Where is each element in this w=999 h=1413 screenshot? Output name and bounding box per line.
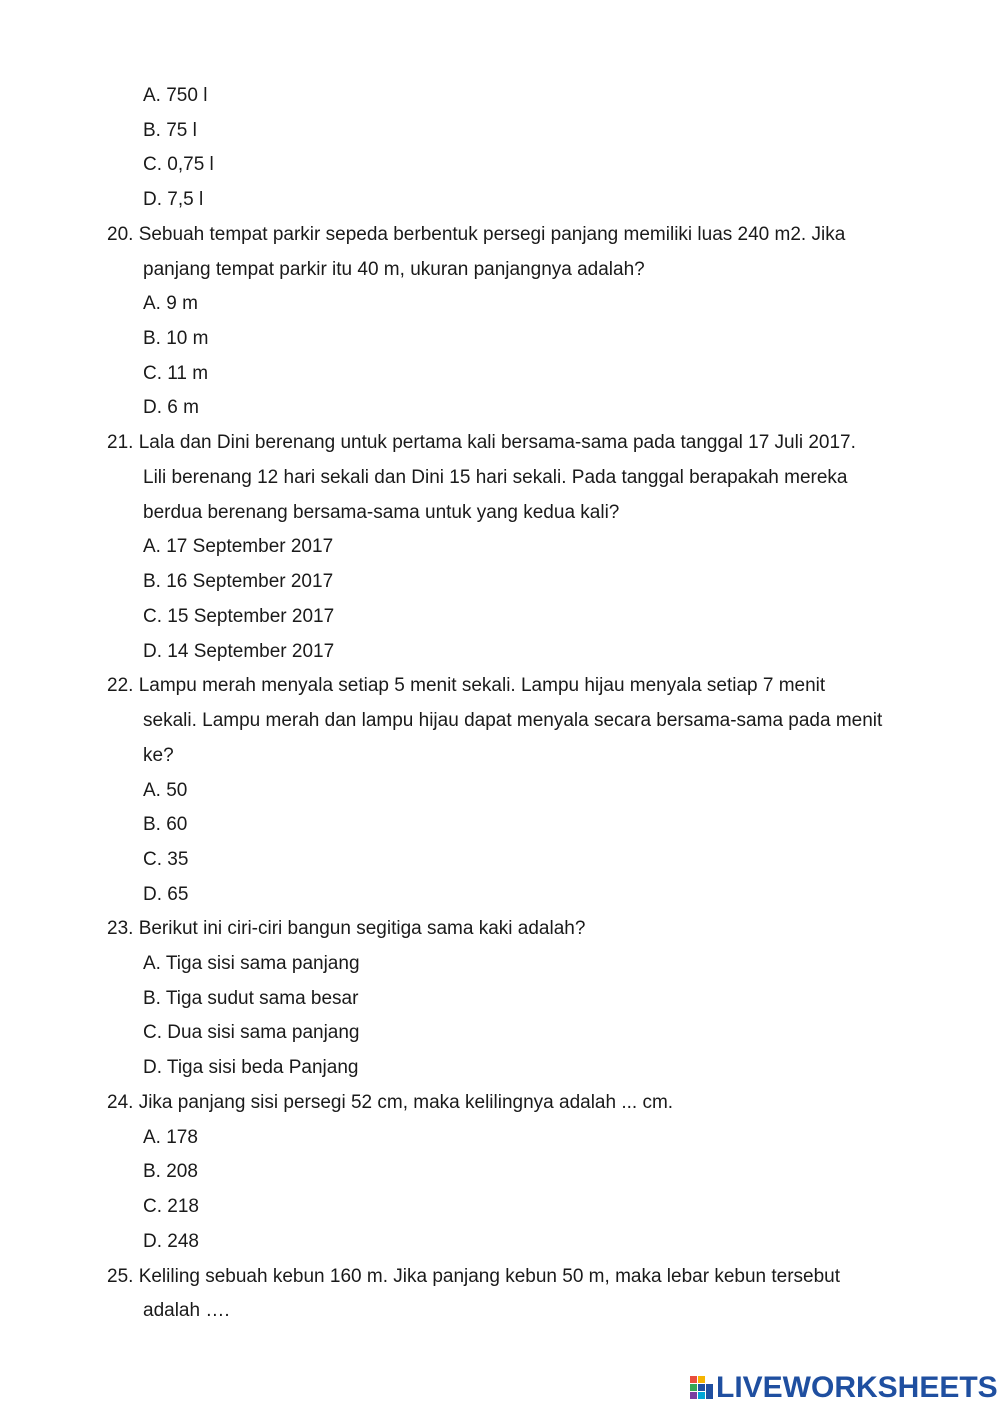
question-21-text-cont: berdua berenang bersama-sama untuk yang kedua kali?: [143, 502, 620, 523]
question-24-choice-c: C. 218: [143, 1196, 199, 1217]
question-22-choice-d: D. 65: [143, 884, 189, 905]
question-23-choice-b: B. Tiga sudut sama besar: [143, 988, 359, 1009]
prev-choice-d: D. 7,5 l: [143, 189, 204, 210]
question-20-choice-c: C. 11 m: [143, 363, 209, 384]
prev-choice-a: A. 750 l: [143, 85, 208, 106]
question-22-text: 22. Lampu merah menyala setiap 5 menit sekali. Lampu hijau menyala setiap 7 menit: [107, 675, 826, 696]
question-23-choice-a: A. Tiga sisi sama panjang: [143, 953, 360, 974]
liveworksheets-logo-text: LIVEWORKSHEETS: [716, 1371, 998, 1404]
question-20-choice-b: B. 10 m: [143, 328, 209, 349]
question-22-choice-c: C. 35: [143, 849, 189, 870]
prev-choice-b: B. 75 l: [143, 120, 197, 141]
question-23-choice-c: C. Dua sisi sama panjang: [143, 1022, 360, 1043]
question-23-text: 23. Berikut ini ciri-ciri bangun segitiga sama kaki adalah?: [107, 918, 586, 939]
question-22-choice-a: A. 50: [143, 780, 188, 801]
question-20-choice-a: A. 9 m: [143, 293, 198, 314]
question-22-text-cont: ke?: [143, 745, 174, 766]
liveworksheets-logo[interactable]: [690, 1373, 998, 1403]
question-25-text-cont: adalah ….: [143, 1300, 230, 1321]
question-21-text: 21. Lala dan Dini berenang untuk pertama kali bersama-sama pada tanggal 17 Juli 2017.: [107, 432, 856, 453]
question-24-choice-d: D. 248: [143, 1231, 199, 1252]
question-20-text-cont: panjang tempat parkir itu 40 m, ukuran panjangnya adalah?: [143, 259, 645, 280]
question-21-choice-a: A. 17 September 2017: [143, 536, 334, 557]
question-23-choice-d: D. Tiga sisi beda Panjang: [143, 1057, 359, 1078]
question-20-choice-d: D. 6 m: [143, 397, 199, 418]
question-24-text: 24. Jika panjang sisi persegi 52 cm, maka kelilingnya adalah ... cm.: [107, 1092, 674, 1113]
liveworksheets-logo-icon: [690, 1376, 714, 1400]
question-21-choice-d: D. 14 September 2017: [143, 641, 335, 662]
prev-choice-c: C. 0,75 l: [143, 154, 214, 175]
question-20-text: 20. Sebuah tempat parkir sepeda berbentuk persegi panjang memiliki luas 240 m2. Jika: [107, 224, 846, 245]
question-21-text-cont: Lili berenang 12 hari sekali dan Dini 15 hari sekali. Pada tanggal berapakah mereka: [143, 467, 848, 488]
question-21-choice-b: B. 16 September 2017: [143, 571, 334, 592]
question-22-text-cont: sekali. Lampu merah dan lampu hijau dapat menyala secara bersama-sama pada menit: [143, 710, 883, 731]
question-21-choice-c: C. 15 September 2017: [143, 606, 335, 627]
question-24-choice-b: B. 208: [143, 1161, 198, 1182]
question-24-choice-a: A. 178: [143, 1127, 198, 1148]
question-22-choice-b: B. 60: [143, 814, 188, 835]
question-25-text: 25. Keliling sebuah kebun 160 m. Jika panjang kebun 50 m, maka lebar kebun tersebut: [107, 1266, 841, 1287]
